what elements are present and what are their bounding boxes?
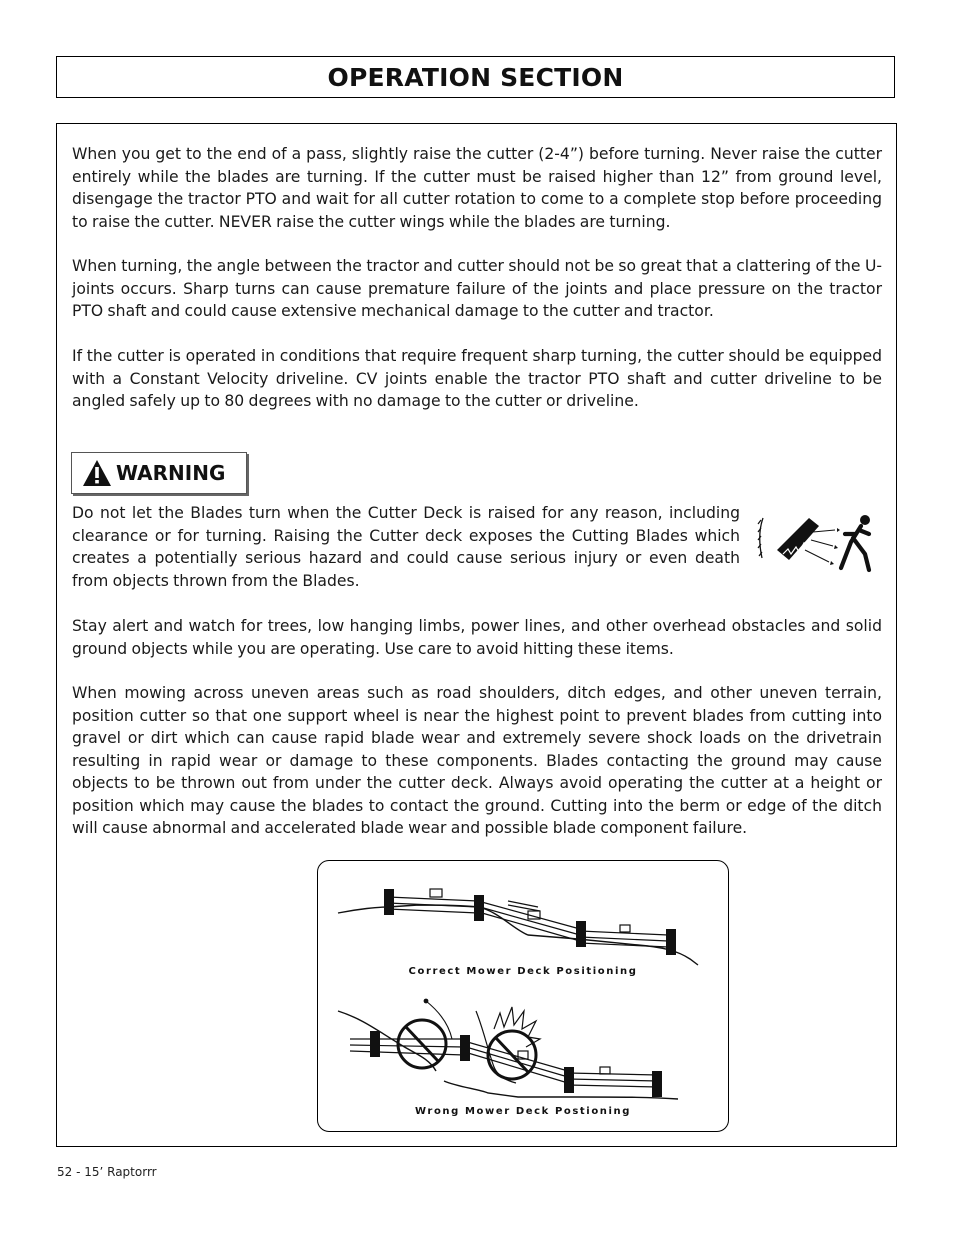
warning-triangle-icon [82,459,112,487]
paragraph-cv-driveline: If the cutter is operated in conditions that require frequent sharp turning, the cutter should be equipped with a Constant Velocity driveline. CV joints enable the tractor PTO shaft and cutter driveline to be angled safely up to 80 degrees with no damage to the cutter or driveline. [72,347,882,410]
warning-label [71,452,247,494]
content-panel [56,123,897,1147]
section-title: OPERATION SECTION [327,62,624,92]
paragraph-stay-alert: Stay alert and watch for trees, low hanging limbs, power lines, and other overhead obstacles and solid ground objects while you are operating. Use care to avoid hitting these items. [72,617,882,658]
thrown-object-hazard-icon [755,510,875,574]
paragraph-raise-cutter: When you get to the end of a pass, slightly raise the cutter (2-4”) before turning. Never raise the cutter entirely while the blades are turning. If the cutter must be raised higher than 12” from ground level, disengage the tractor PTO and wait for all cutter rotation to come to a complete stop before proceeding to raise the cutter. NEVER raise the cutter wings while the blades are turning. [72,145,882,231]
paragraph-blade-hazard: Do not let the Blades turn when the Cutter Deck is raised for any reason, including clearance or for turning. Raising the Cutter deck exposes the Cutting Blades which creates a potentially serious hazard and could cause serious injury or even death from objects thrown from the Blades. [72,504,740,590]
paragraph-turning-angle: When turning, the angle between the tractor and cutter should not be so great that a clattering of the U-joints occurs. Sharp turns can cause premature failure of the joints and place pressure on the tractor PTO shaft and could cause extensive mechanical damage to the cutter and tractor. [72,257,882,320]
mower-positioning-diagram [317,860,729,1132]
warning-text: WARNING [116,461,226,485]
page-footer: 52 - 15’ Raptorrr [57,1165,157,1179]
deck-positioning-illustration [318,861,730,1133]
correct-positioning-caption: Correct Mower Deck Positioning [408,966,638,977]
paragraph-uneven-terrain: When mowing across uneven areas such as road shoulders, ditch edges, and other uneven terrain, position cutter so that one support wheel is near the highest point to prevent blades from cutting into gravel or dirt which can cause rapid blade wear and extremely severe shock loads on the drivetrain resulting in rapid wear or damage to these components. Blades contacting the ground may cause objects to be thrown out from under the cutter deck. Always avoid operating the cutter at a height or position which may cause the blades to contact the ground. Cutting into the berm or edge of the ditch will cause abnormal and accelerated blade wear and possible blade component failure. [72,684,882,837]
wrong-positioning-caption: Wrong Mower Deck Postioning [414,1106,632,1117]
section-header [56,56,895,98]
